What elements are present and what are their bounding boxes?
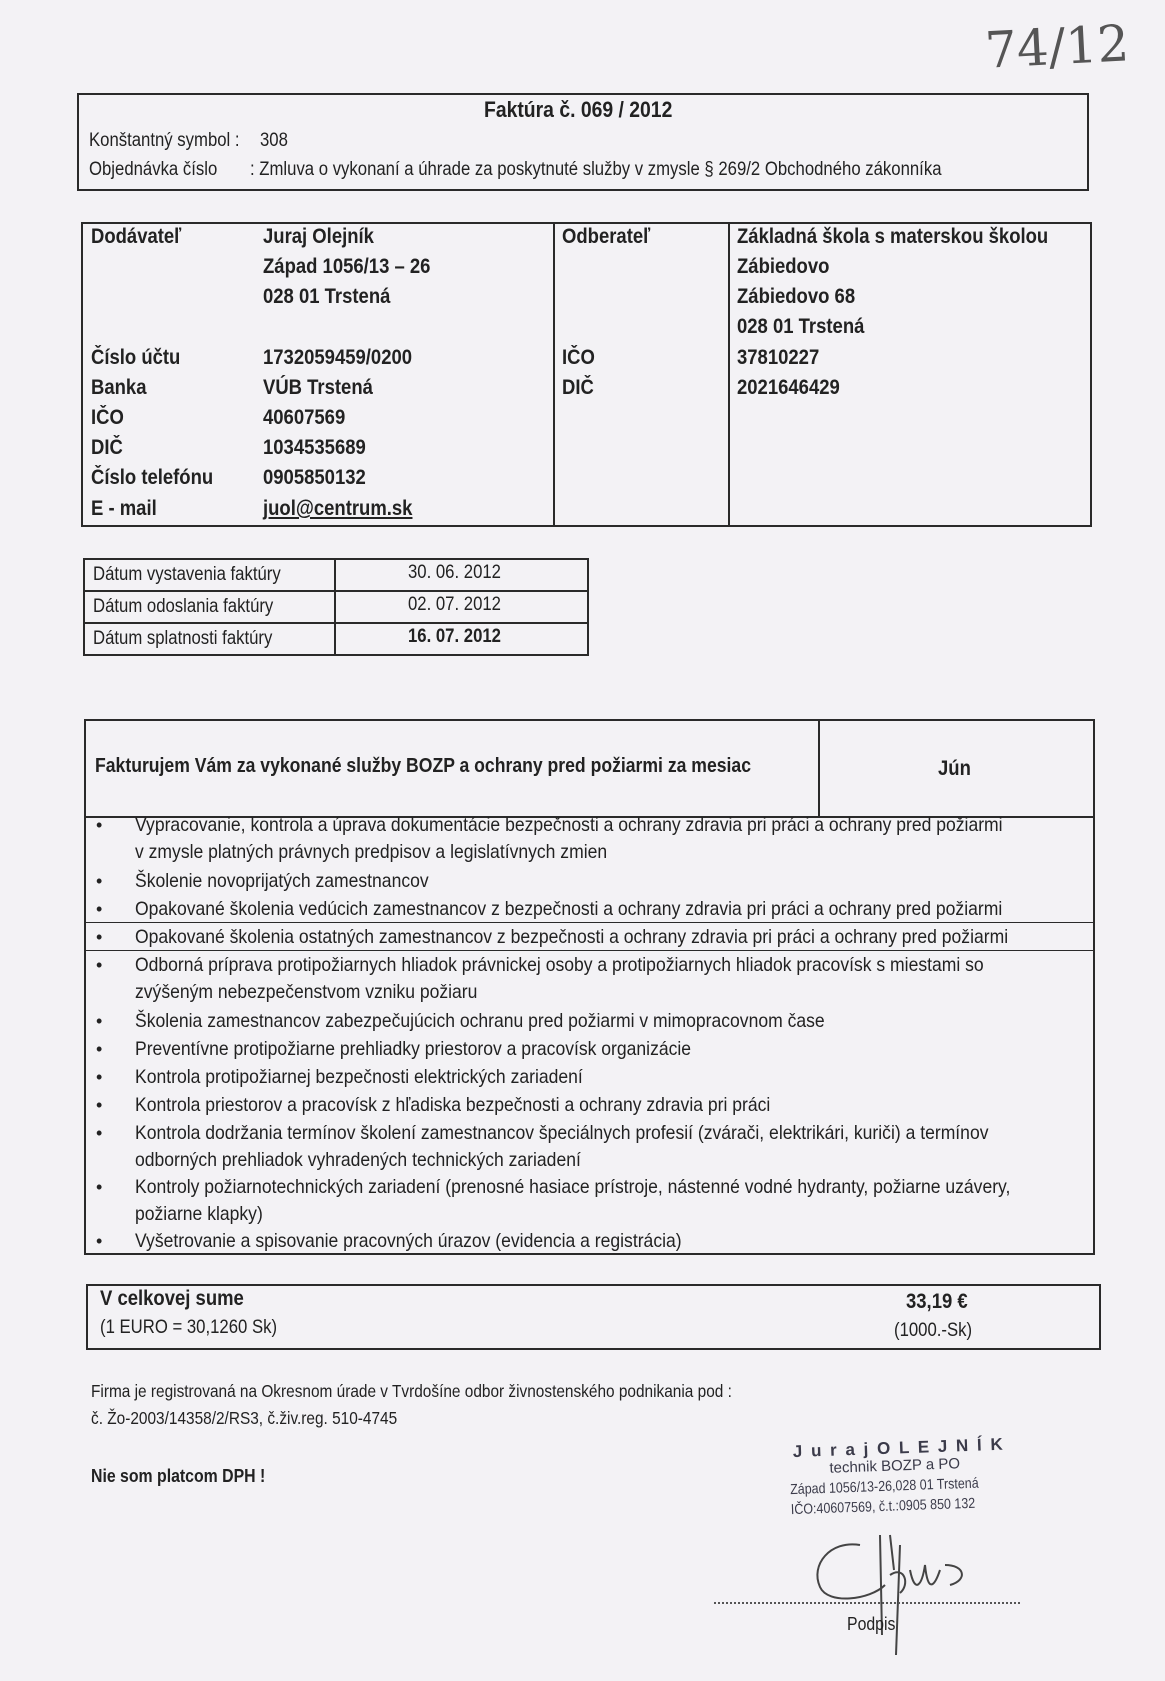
date-label: Dátum odoslania faktúry <box>93 596 274 617</box>
invoice-title: Faktúra č. 069 / 2012 <box>484 97 673 122</box>
constant-symbol-label: Konštantný symbol : <box>89 130 240 151</box>
supplier-name: Juraj Olejník <box>263 225 374 248</box>
service-item: Školenia zamestnancov zabezpečujúcich ochranu pred požiarmi v mimopracovnom čase <box>135 1010 825 1032</box>
customer-line2: Zábiedovo <box>737 255 830 278</box>
customer-field-label: DIČ <box>562 376 594 399</box>
customer-field-label: IČO <box>562 346 595 369</box>
customer-field-value: 2021646429 <box>737 376 840 399</box>
services-month: Jún <box>938 757 971 780</box>
supplier-field-value: 1732059459/0200 <box>263 346 413 369</box>
customer-city: 028 01 Trstená <box>737 315 865 338</box>
service-item: Vypracovanie, kontrola a úprava dokumentácie bezpečnosti a ochrany zdravia pri práci a ochrany pred požiarmi v zmysle platných právnych predpisov a legislatívnych zmien <box>135 814 1003 863</box>
stamp-name: J u r a j O L E J N Í K <box>792 1434 1006 1462</box>
stamp-address: Západ 1056/13-26,028 01 Trstená <box>789 1475 979 1499</box>
supplier-field-value: 1034535689 <box>263 436 366 459</box>
signature-label: Podpis <box>847 1614 896 1634</box>
company-stamp <box>779 1433 1042 1532</box>
customer-street: Zábiedovo 68 <box>737 285 856 308</box>
supplier-city: 028 01 Trstená <box>263 285 391 308</box>
handwritten-note: 74/12 <box>983 14 1131 80</box>
stamp-role: technik BOZP a PO <box>829 1455 961 1477</box>
service-item: Školenie novoprijatých zamestnancov <box>135 870 429 892</box>
date-value: 30. 06. 2012 <box>408 562 501 583</box>
registration-line: Firma je registrovaná na Okresnom úrade v Tvrdošíne odbor živnostenského podnikania pod : <box>91 1381 732 1401</box>
date-value: 16. 07. 2012 <box>408 626 501 647</box>
supplier-heading: Dodávateľ <box>91 225 182 248</box>
supplier-field-label: DIČ <box>91 436 123 459</box>
exchange-rate: (1 EURO = 30,1260 Sk) <box>100 1317 278 1338</box>
service-item: Vyšetrovanie a spisovanie pracovných úrazov (evidencia a registrácia) <box>135 1230 682 1252</box>
date-label: Dátum splatnosti faktúry <box>93 628 273 649</box>
supplier-field-value: VÚB Trstená <box>263 376 373 399</box>
services-intro: Fakturujem Vám za vykonané služby BOZP a ochrany pred požiarmi za mesiac <box>95 755 751 777</box>
stamp-ids: IČO:40607569, č.t.:0905 850 132 <box>790 1495 976 1519</box>
supplier-street: Západ 1056/13 – 26 <box>263 255 431 278</box>
service-item: Preventívne protipožiarne prehliadky priestorov a pracovísk organizácie <box>135 1038 692 1060</box>
signature-line <box>714 1602 1020 1604</box>
total-amount: 33,19 € <box>906 1290 968 1313</box>
service-item: Kontrola priestorov a pracovísk z hľadiska bezpečnosti a ochrany zdravia pri práci <box>135 1094 771 1116</box>
supplier-field-label: Číslo účtu <box>91 346 181 369</box>
registration-line: č. Žo-2003/14358/2/RS3, č.živ.reg. 510-4745 <box>91 1408 398 1428</box>
total-amount-sk: (1000.-Sk) <box>894 1320 973 1341</box>
signature <box>790 1525 1000 1655</box>
total-label: V celkovej sume <box>100 1287 244 1310</box>
service-item: Opakované školenia vedúcich zamestnancov z bezpečnosti a ochrany zdravia pri práci a ochrany pred požiarmi <box>135 898 1003 920</box>
date-value: 02. 07. 2012 <box>408 594 501 615</box>
supplier-field-label: Banka <box>91 376 147 399</box>
supplier-field-value: 0905850132 <box>263 466 366 489</box>
vat-note: Nie som platcom DPH ! <box>91 1466 266 1486</box>
supplier-email-link[interactable]: juol@centrum.sk <box>263 497 413 520</box>
service-item: Kontrola dodržania termínov školení zamestnancov špeciálnych profesií (zvárači, elektrikári, kuriči) a termínov odborných prehliadok vyhradených technických zariadení <box>135 1122 989 1171</box>
constant-symbol-value: 308 <box>260 130 288 151</box>
supplier-field-label: IČO <box>91 406 124 429</box>
supplier-field-label: Číslo telefónu <box>91 466 214 489</box>
supplier-field-label: E - mail <box>91 497 157 520</box>
date-label: Dátum vystavenia faktúry <box>93 564 281 585</box>
parties-table <box>81 222 1092 527</box>
service-item: Opakované školenia ostatných zamestnancov z bezpečnosti a ochrany zdravia pri práci a ochrany pred požiarmi <box>135 926 1009 948</box>
customer-field-value: 37810227 <box>737 346 820 369</box>
customer-name: Základná škola s materskou školou <box>737 225 1049 248</box>
service-item: Kontrola protipožiarnej bezpečnosti elektrických zariadení <box>135 1066 583 1088</box>
service-item: Odborná príprava protipožiarnych hliadok právnickej osoby a protipožiarnych hliadok pracovísk s miestami so zvýšeným nebezpečenstvom vzniku požiaru <box>135 954 984 1003</box>
service-item: Kontroly požiarnotechnických zariadení (prenosné hasiace prístroje, nástenné vodné hydranty, požiarne uzávery, požiarne klapky) <box>135 1176 1011 1225</box>
customer-heading: Odberateľ <box>562 225 651 248</box>
supplier-field-value: 40607569 <box>263 406 346 429</box>
order-text: : Zmluva o vykonaní a úhrade za poskytnuté služby v zmysle § 269/2 Obchodného zákonníka <box>250 159 942 180</box>
order-label: Objednávka číslo <box>89 159 218 180</box>
